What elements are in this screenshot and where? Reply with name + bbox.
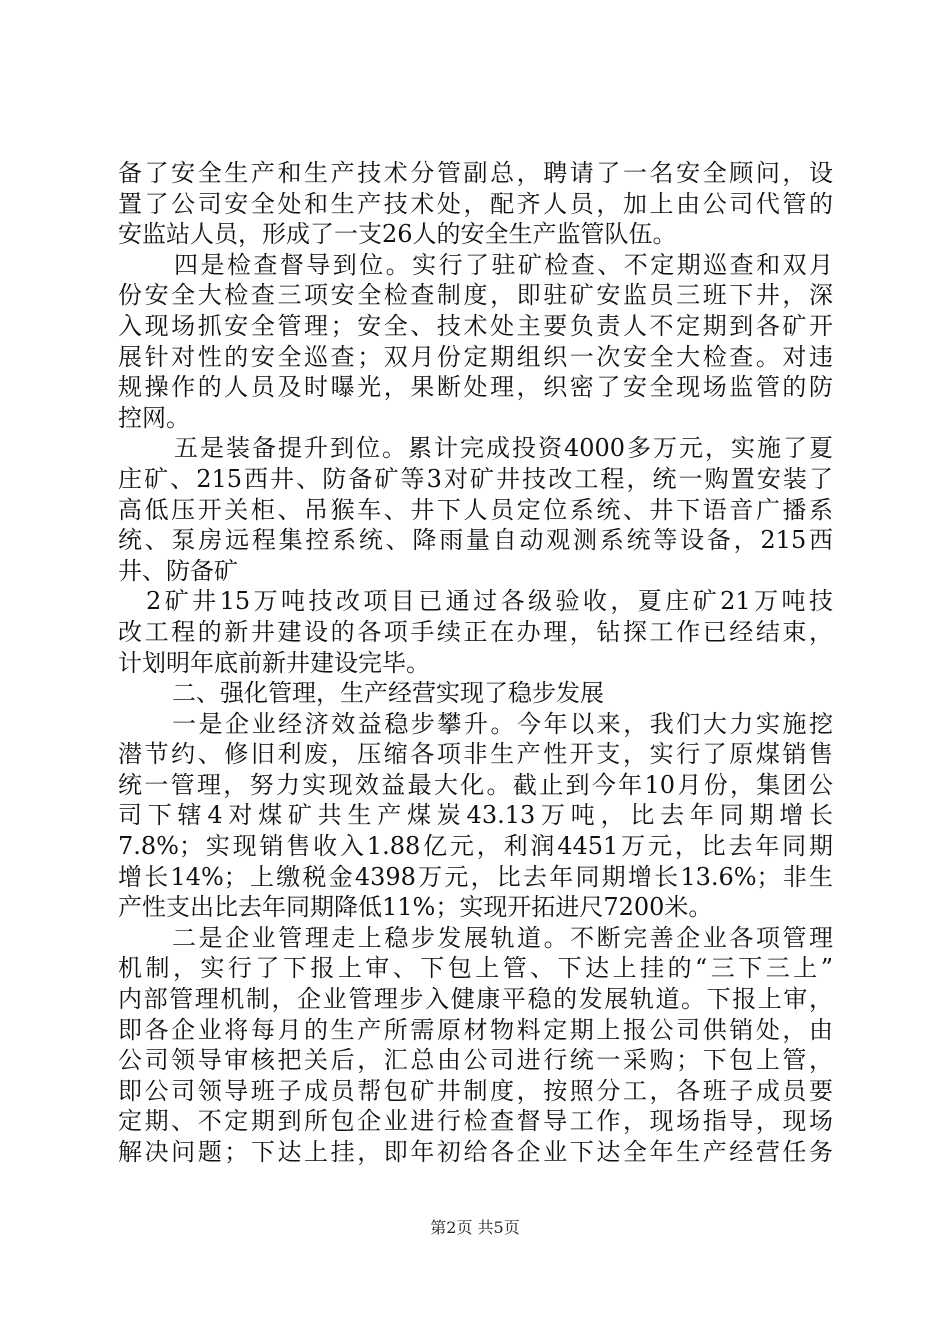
text-line: 井、防备矿 (118, 556, 238, 585)
text-line: 内部管理机制，企业管理步入健康平稳的发展轨道。下报上审， (118, 985, 833, 1014)
text-line: 控网。 (118, 403, 190, 432)
text-line: 一是企业经济效益稳步攀升。今年以来，我们大力实施挖 (172, 709, 833, 738)
document-body (118, 158, 833, 1168)
text-line: 增长14%；上缴税金4398万元，比去年同期增长13.6%；非生 (118, 862, 833, 891)
text-line: 即各企业将每月的生产所需原材物料定期上报公司供销处，由 (118, 1015, 833, 1044)
text-line: 解决问题；下达上挂，即年初给各企业下达全年生产经营任务 (118, 1138, 833, 1166)
text-line: 安监站人员，形成了一支26人的安全生产监管队伍。 (118, 220, 677, 249)
text-line: 7.8%；实现销售收入1.88亿元，利润4451万元，比去年同期 (118, 832, 833, 861)
text-line: 庄矿、215西井、防备矿等3对矿井技改工程，统一购置安装了 (118, 464, 833, 493)
text-line: 入现场抓安全管理；安全、技术处主要负责人不定期到各矿开 (118, 311, 833, 340)
text-line: 高低压开关柜、吊猴车、井下人员定位系统、井下语音广播系 (118, 495, 833, 524)
text-line: 司下辖4对煤矿共生产煤炭43.13万吨，比去年同期增长 (118, 801, 833, 830)
text-line: 展针对性的安全巡查；双月份定期组织一次安全大检查。对违 (118, 342, 833, 371)
page-number: 第2页 共5页 (430, 1218, 520, 1237)
text-line: 产性支出比去年同期降低11%；实现开拓进尺7200米。 (118, 893, 713, 922)
text-line: 定期、不定期到所包企业进行检查督导工作，现场指导，现场 (118, 1107, 833, 1136)
text-line: 改工程的新井建设的各项手续正在办理，钻探工作已经结束， (118, 617, 833, 646)
text-line: 统、泵房远程集控系统、降雨量自动观测系统等设备，215西 (118, 526, 833, 555)
section-heading: 二、强化管理，生产经营实现了稳步发展 (172, 679, 604, 708)
text-line: 置了公司安全处和生产技术处，配齐人员，加上由公司代管的 (118, 189, 833, 218)
text-line: 份安全大检查三项安全检查制度，即驻矿安监员三班下井，深 (118, 281, 833, 310)
text-line: 统一管理，努力实现效益最大化。截止到今年10月份，集团公 (118, 770, 833, 799)
text-line: 规操作的人员及时曝光，果断处理，织密了安全现场监管的防 (118, 373, 833, 402)
text-line: 二是企业管理走上稳步发展轨道。不断完善企业各项管理 (172, 923, 833, 952)
text-line: 机制，实行了下报上审、下包上管、下达上挂的“三下三上” (118, 954, 833, 983)
text-line: 公司领导审核把关后，汇总由公司进行统一采购；下包上管， (118, 1046, 833, 1075)
text-line: 2矿井15万吨技改项目已通过各级验收，夏庄矿21万吨技 (146, 587, 833, 616)
text-line: 潜节约、修旧利废，压缩各项非生产性开支，实行了原煤销售 (118, 740, 833, 769)
text-line: 四是检查督导到位。实行了驻矿检查、不定期巡查和双月 (174, 250, 833, 279)
text-line: 五是装备提升到位。累计完成投资4000多万元，实施了夏 (174, 434, 833, 463)
text-line: 即公司领导班子成员帮包矿井制度，按照分工，各班子成员要 (118, 1076, 833, 1105)
text-line: 计划明年底前新井建设完毕。 (118, 648, 430, 677)
text-line: 备了安全生产和生产技术分管副总，聘请了一名安全顾问，设 (118, 159, 833, 187)
